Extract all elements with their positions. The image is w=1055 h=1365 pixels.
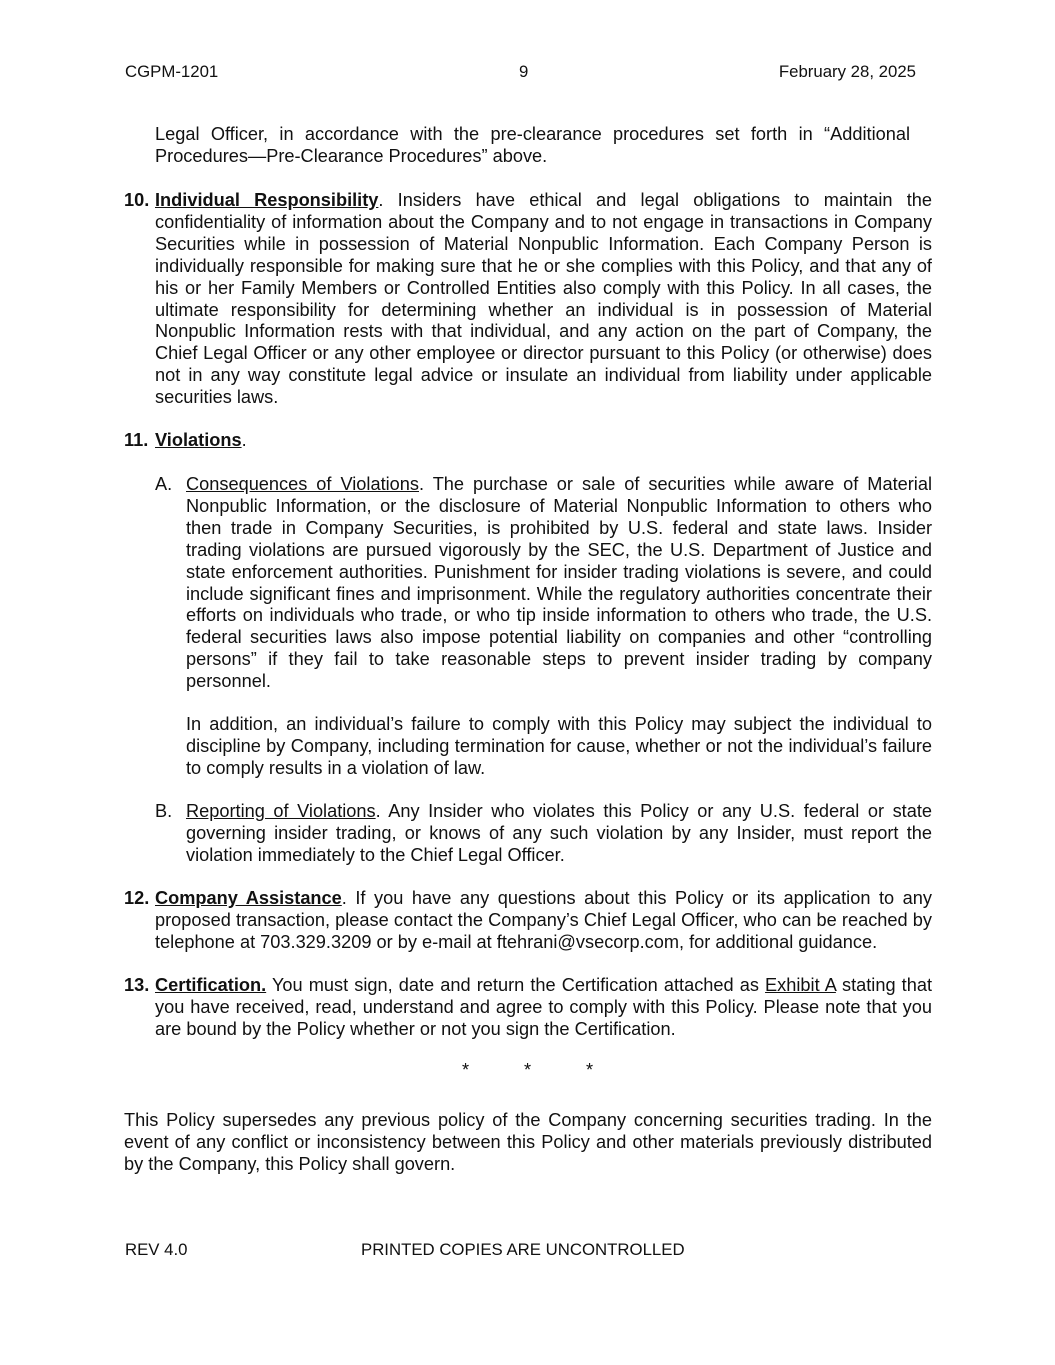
section-number: 13.: [124, 975, 150, 995]
header-page-number: 9: [519, 62, 529, 81]
section-paragraph: [155, 888, 932, 954]
section-number: 12.: [124, 888, 150, 908]
continuation-paragraph: Legal Officer, in accordance with the pre-clearance procedures set forth in “Additional Procedures—Pre-Clearance Procedures” above.: [155, 124, 910, 166]
header-doc-id: CGPM-1201: [125, 62, 219, 81]
section-separator: [0, 1060, 1055, 1082]
section-number: 10.: [124, 190, 150, 210]
separator-star: *: [585, 1060, 594, 1080]
closing-paragraph: This Policy supersedes any previous policy of the Company concerning securities trading. In the event of any conflict or inconsistency between this Policy and other materials previously distributed by the Company, this Policy shall govern.: [124, 1110, 932, 1174]
section-title: Certification.: [155, 975, 267, 995]
section-body: . Insiders have ethical and legal obligations to maintain the confidentiality of information about the Company and to not engage in transactions in Company Securities while in possession of Material Nonpublic Information. Each Company Person is individually responsible for making sure that he or she complies with this Policy, and that any of his or her Family Members or Controlled Entities also comply with this Policy. In all cases, the ultimate responsibility for determining whether an individual is in possession of Material Nonpublic Information rests with that individual, and any action on the part of Company, the Chief Legal Officer or any other employee or director pursuant to this Policy (or otherwise) does not in any way constitute legal advice or insulate an individual from liability under applicable securities laws.: [155, 190, 932, 408]
subsection-letter: A.: [155, 474, 173, 494]
header-date: February 28, 2025: [778, 62, 916, 81]
section-title: Violations: [155, 430, 242, 450]
section-heading: [155, 430, 932, 452]
subsection-title: Reporting of Violations: [186, 801, 376, 821]
section-body: You must sign, date and return the Certification attached as: [266, 975, 766, 995]
subsection-paragraph: In addition, an individual’s failure to comply with this Policy may subject the individual to discipline by Company, including termination for cause, whether or not the individual’s failure to comply results in a violation of law.: [186, 714, 932, 778]
section-number: 11.: [124, 430, 149, 450]
subsection-body: . Any Insider who violates this Policy or any U.S. federal or state governing insider trading, or knows of any such violation by any Insider, must report the violation immediately to the Chief Legal Officer.: [186, 801, 932, 865]
subsection-body: . The purchase or sale of securities while aware of Material Nonpublic Information, or the disclosure of Material Nonpublic Information to others who then trade in Company Securities, is prohibited by U.S. federal and state laws. Insider trading violations are pursued vigorously by the SEC, the U.S. Department of Justice and state enforcement authorities. Punishment for insider trading violations is severe, and could include significant fines and imprisonment. While the regulatory authorities concentrate their efforts on individuals who trade, or who tip inside information to others who trade, the U.S. federal securities laws also impose potential liability on companies and other “controlling persons” if they fail to take reasonable steps to prevent insider trading by company personnel.: [186, 474, 932, 692]
subsection-letter: B.: [155, 801, 173, 821]
subsection-paragraph: [186, 474, 932, 693]
section-body: . If you have any questions about this Policy or its application to any proposed transaction, please contact the Company’s Chief Legal Officer, who can be reached by telephone at 703.329.3209 or by e-mail at ftehrani@vsecorp.com, for additional guidance.: [155, 888, 932, 952]
exhibit-reference: Exhibit A: [765, 975, 836, 995]
separator-star: *: [523, 1060, 532, 1080]
subsection-paragraph: [186, 801, 932, 867]
section-paragraph: [155, 975, 932, 1041]
subsection-title: Consequences of Violations: [186, 474, 419, 494]
section-paragraph: [155, 190, 932, 409]
footer-notice: PRINTED COPIES ARE UNCONTROLLED: [361, 1240, 685, 1259]
section-title: Company Assistance: [155, 888, 342, 908]
section-body: stating that you have received, read, understand and agree to comply with this Policy. Please note that you are bound by the Policy whether or not you sign the Certification.: [155, 975, 933, 1039]
separator-star: *: [461, 1060, 470, 1080]
section-title-suffix: .: [241, 430, 247, 450]
footer-revision: REV 4.0: [125, 1240, 188, 1259]
section-title: Individual Responsibility: [155, 190, 379, 210]
